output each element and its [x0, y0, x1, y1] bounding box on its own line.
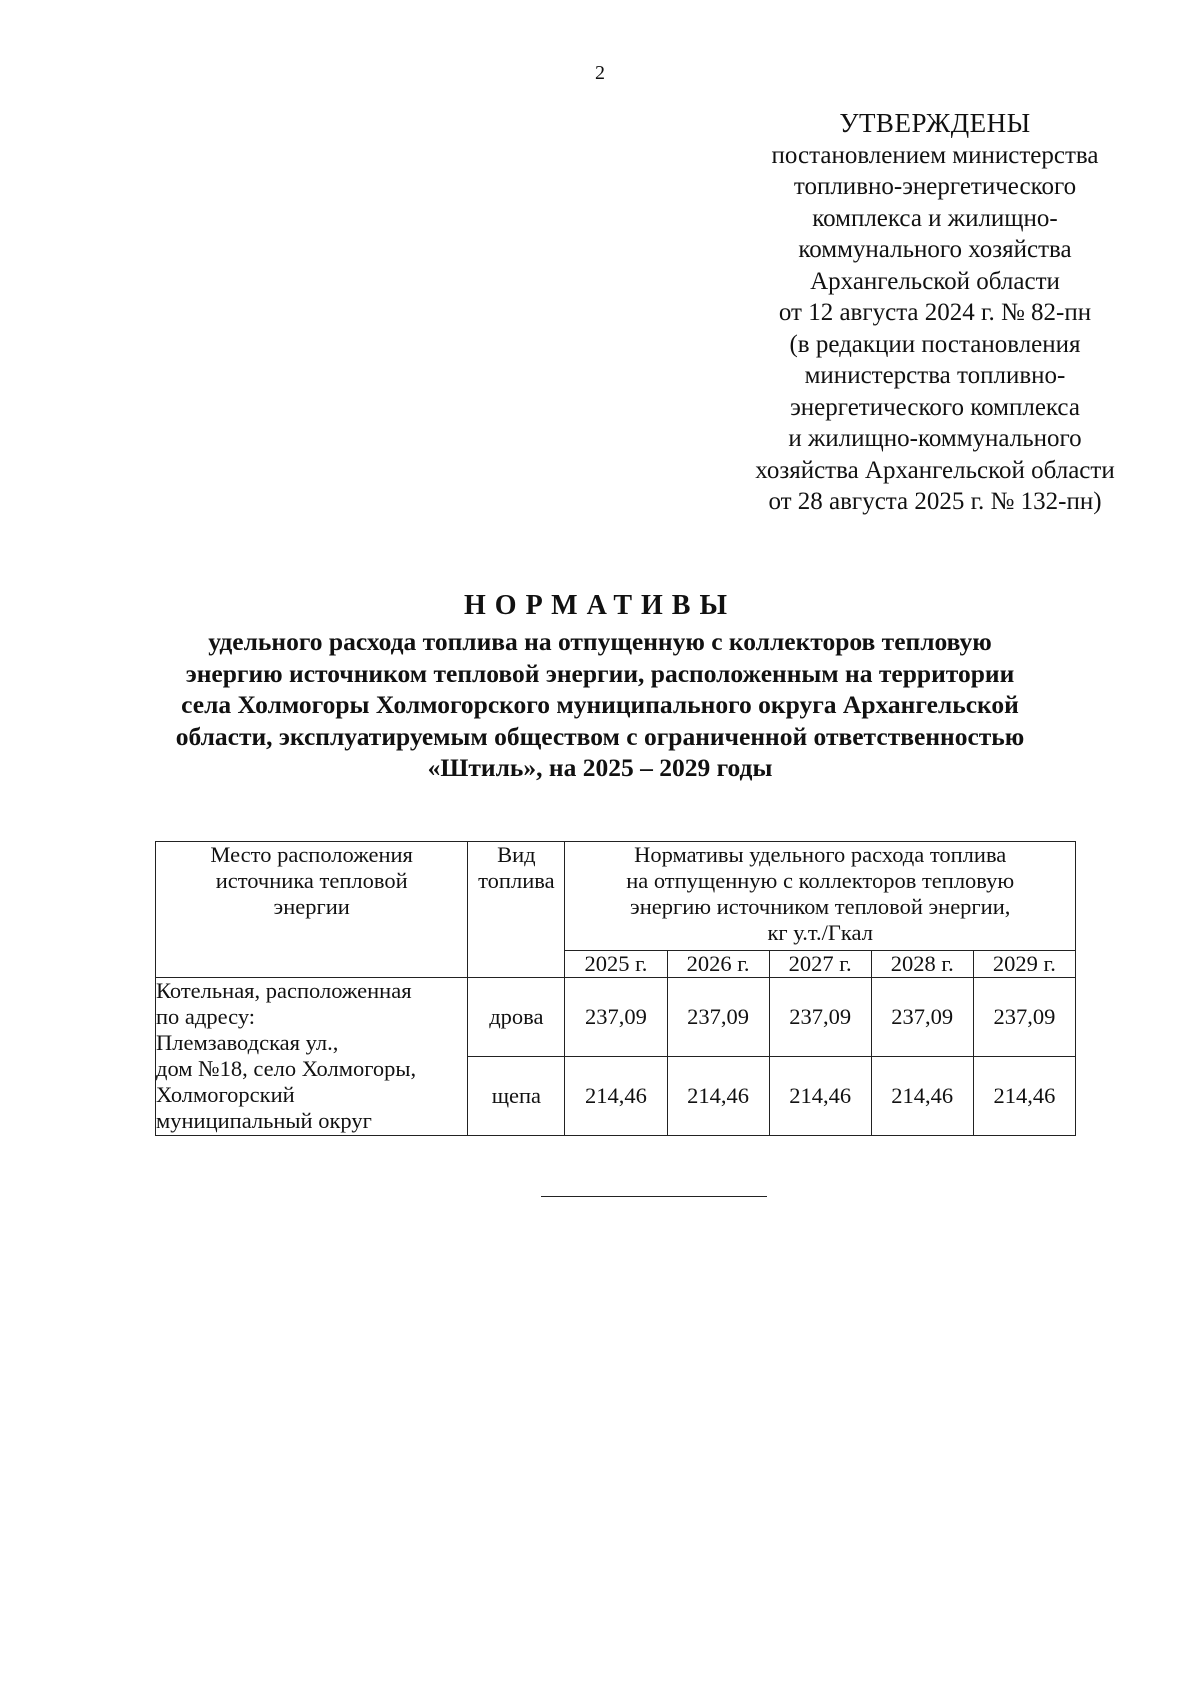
header-year: 2029 г. — [973, 951, 1075, 978]
approval-line: энергетического комплекса — [790, 393, 1080, 421]
subtitle-line: села Холмогоры Холмогорского муниципального округа Архангельской — [181, 690, 1019, 719]
cell-value: 237,09 — [667, 978, 769, 1057]
approval-line: коммунального хозяйства — [798, 236, 1072, 263]
cell-value: 214,46 — [769, 1057, 871, 1136]
cell-value: 237,09 — [565, 978, 667, 1057]
approval-heading: УТВЕРЖДЕНЫ — [839, 108, 1031, 138]
header-year: 2025 г. — [565, 951, 667, 978]
subtitle-line: энергию источником тепловой энергии, расположенным на территории — [185, 658, 1015, 688]
header-year: 2028 г. — [871, 951, 973, 978]
approval-block — [690, 108, 1180, 518]
approval-line: министерства топливно- — [804, 362, 1066, 389]
subtitle-line: удельного расхода топлива на отпущенную с коллекторов тепловую — [208, 627, 992, 656]
table-header-row — [156, 842, 1076, 951]
header-place: Место расположения источника тепловой энергии — [156, 842, 468, 978]
approval-line: постановлением министерства — [771, 141, 1099, 169]
header-year: 2027 г. — [769, 951, 871, 978]
approval-line: комплекса и жилищно- — [812, 204, 1058, 232]
approval-line: Архангельской области — [810, 267, 1060, 295]
cell-value: 237,09 — [769, 978, 871, 1057]
cell-fuel: щепа — [468, 1057, 565, 1136]
approval-line: хозяйства Архангельской области — [755, 456, 1115, 484]
cell-value: 237,09 — [871, 978, 973, 1057]
cell-fuel: дрова — [468, 978, 565, 1057]
table-row — [156, 978, 1076, 1057]
cell-value: 214,46 — [565, 1057, 667, 1136]
title-block — [150, 588, 1050, 784]
approval-line: (в редакции постановления — [789, 330, 1081, 358]
header-year: 2026 г. — [667, 951, 769, 978]
approval-line: от 12 августа 2024 г. № 82-пн — [778, 299, 1092, 326]
subtitle-line: области, эксплуатируемым обществом с ограниченной ответственностью — [175, 721, 1025, 751]
norms-table — [155, 841, 1076, 1136]
cell-value: 214,46 — [667, 1057, 769, 1136]
approval-line: топливно-энергетического — [793, 173, 1077, 200]
approval-line: от 28 августа 2025 г. № 132-пн) — [768, 488, 1102, 515]
cell-value: 237,09 — [973, 978, 1075, 1057]
header-fuel: Вид топлива — [468, 842, 565, 978]
document-subtitle — [150, 626, 1050, 784]
approval-line: и жилищно-коммунального — [788, 425, 1082, 452]
cell-value: 214,46 — [973, 1057, 1075, 1136]
cell-value: 214,46 — [871, 1057, 973, 1136]
cell-place: Котельная, расположенная по адресу: Племзаводская ул., дом №18, село Холмогоры, Холмогорский муниципальный округ — [156, 978, 468, 1136]
subtitle-line: «Штиль», на 2025 – 2029 годы — [427, 753, 773, 782]
page-number: 2 — [595, 62, 605, 84]
end-separator-line — [541, 1196, 767, 1197]
header-norms: Нормативы удельного расхода топлива на отпущенную с коллекторов тепловую энергию источником тепловой энергии, кг у.т./Гкал — [565, 842, 1076, 951]
document-title: НОРМАТИВЫ — [464, 590, 736, 621]
